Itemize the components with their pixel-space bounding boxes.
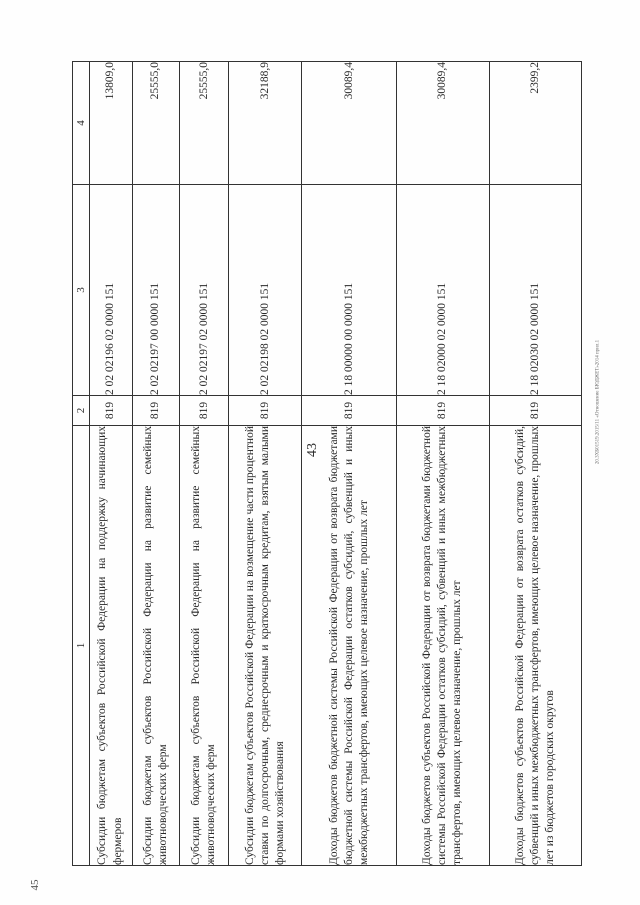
table-row — [89, 62, 132, 866]
row-budget-code: 2 18 02000 02 0000 151 — [397, 185, 489, 396]
row-description: Доходы бюджетов бюджетной системы Российской Федерации от возврата бюджетами бюджетной системы Российской Федерации остатков субсидий, субвенций и иных межбюджетных трансфертов, имеющих целевое назначение, прошлых лет — [302, 426, 397, 866]
budget-table-rotated — [72, 62, 582, 866]
row-description: Доходы бюджетов субъектов Российской Федерации от возврата остатков субсидий, субвенций и иных межбюджетных трансфертов, имеющих целевое назначение, прошлых лет из бюджетов городских округов — [489, 426, 581, 866]
row-admin-code: 819 — [89, 396, 132, 426]
row-description: Субсидии бюджетам субъектов Российской Федерации на возмещение части процентной ставки по долгосрочным, среднесрочным и краткосрочным кредитам, взятым малыми формами хозяйствования — [229, 426, 302, 866]
row-budget-code: 2 02 02197 00 0000 151 — [132, 185, 179, 396]
row-description: Субсидии бюджетам субъектов Российской Федерации на поддержку начинающих фермеров — [89, 426, 132, 866]
table-row — [302, 62, 397, 866]
budget-table — [72, 61, 582, 866]
table-row — [489, 62, 581, 866]
row-budget-code: 2 02 02198 02 0000 151 — [229, 185, 302, 396]
row-budget-code: 2 18 02030 02 0000 151 — [489, 185, 581, 396]
table-row — [179, 62, 228, 866]
row-admin-code: 819 — [397, 396, 489, 426]
row-amount: 25555,0 — [132, 62, 179, 185]
document-stamp: 20.3ХБ01519.2015/11 «Отношение БЮДЖЕТ»2014 прил.1 — [595, 339, 601, 465]
row-admin-code: 819 — [302, 396, 397, 426]
row-amount: 25555,0 — [179, 62, 228, 185]
row-amount: 30089,4 — [397, 62, 489, 185]
row-admin-code: 819 — [132, 396, 179, 426]
row-admin-code: 819 — [179, 396, 228, 426]
row-amount: 2399,2 — [489, 62, 581, 185]
column-number: 4 — [73, 62, 90, 185]
column-number: 3 — [73, 185, 90, 396]
footer-page-number: 45 — [29, 879, 41, 891]
table-row — [397, 62, 489, 866]
row-amount: 13809,0 — [89, 62, 132, 185]
row-admin-code: 819 — [229, 396, 302, 426]
row-amount: 32188,9 — [229, 62, 302, 185]
row-budget-code: 2 02 02197 02 0000 151 — [179, 185, 228, 396]
row-admin-code: 819 — [489, 396, 581, 426]
table-row — [229, 62, 302, 866]
row-description: Субсидии бюджетам субъектов Российской Федерации на развитие семейных животноводческих ферм — [132, 426, 179, 866]
row-description: Субсидии бюджетам субъектов Российской Федерации на развитие семейных животноводческих ферм — [179, 426, 228, 866]
row-amount: 30089,4 — [302, 62, 397, 185]
column-number: 2 — [73, 396, 90, 426]
row-budget-code: 2 18 00000 00 0000 151 — [302, 185, 397, 396]
column-number-row — [73, 62, 90, 866]
row-description: Доходы бюджетов субъектов Российской Федерации от возврата бюджетами бюджетной системы Российской Федерации остатков субсидий, субвенций и иных межбюджетных трансфертов, имеющих целевое назначение, прошлых лет — [397, 426, 489, 866]
page-number: 43 — [305, 443, 320, 457]
row-budget-code: 2 02 02196 02 0000 151 — [89, 185, 132, 396]
column-number: 1 — [73, 426, 90, 866]
table-row — [132, 62, 179, 866]
